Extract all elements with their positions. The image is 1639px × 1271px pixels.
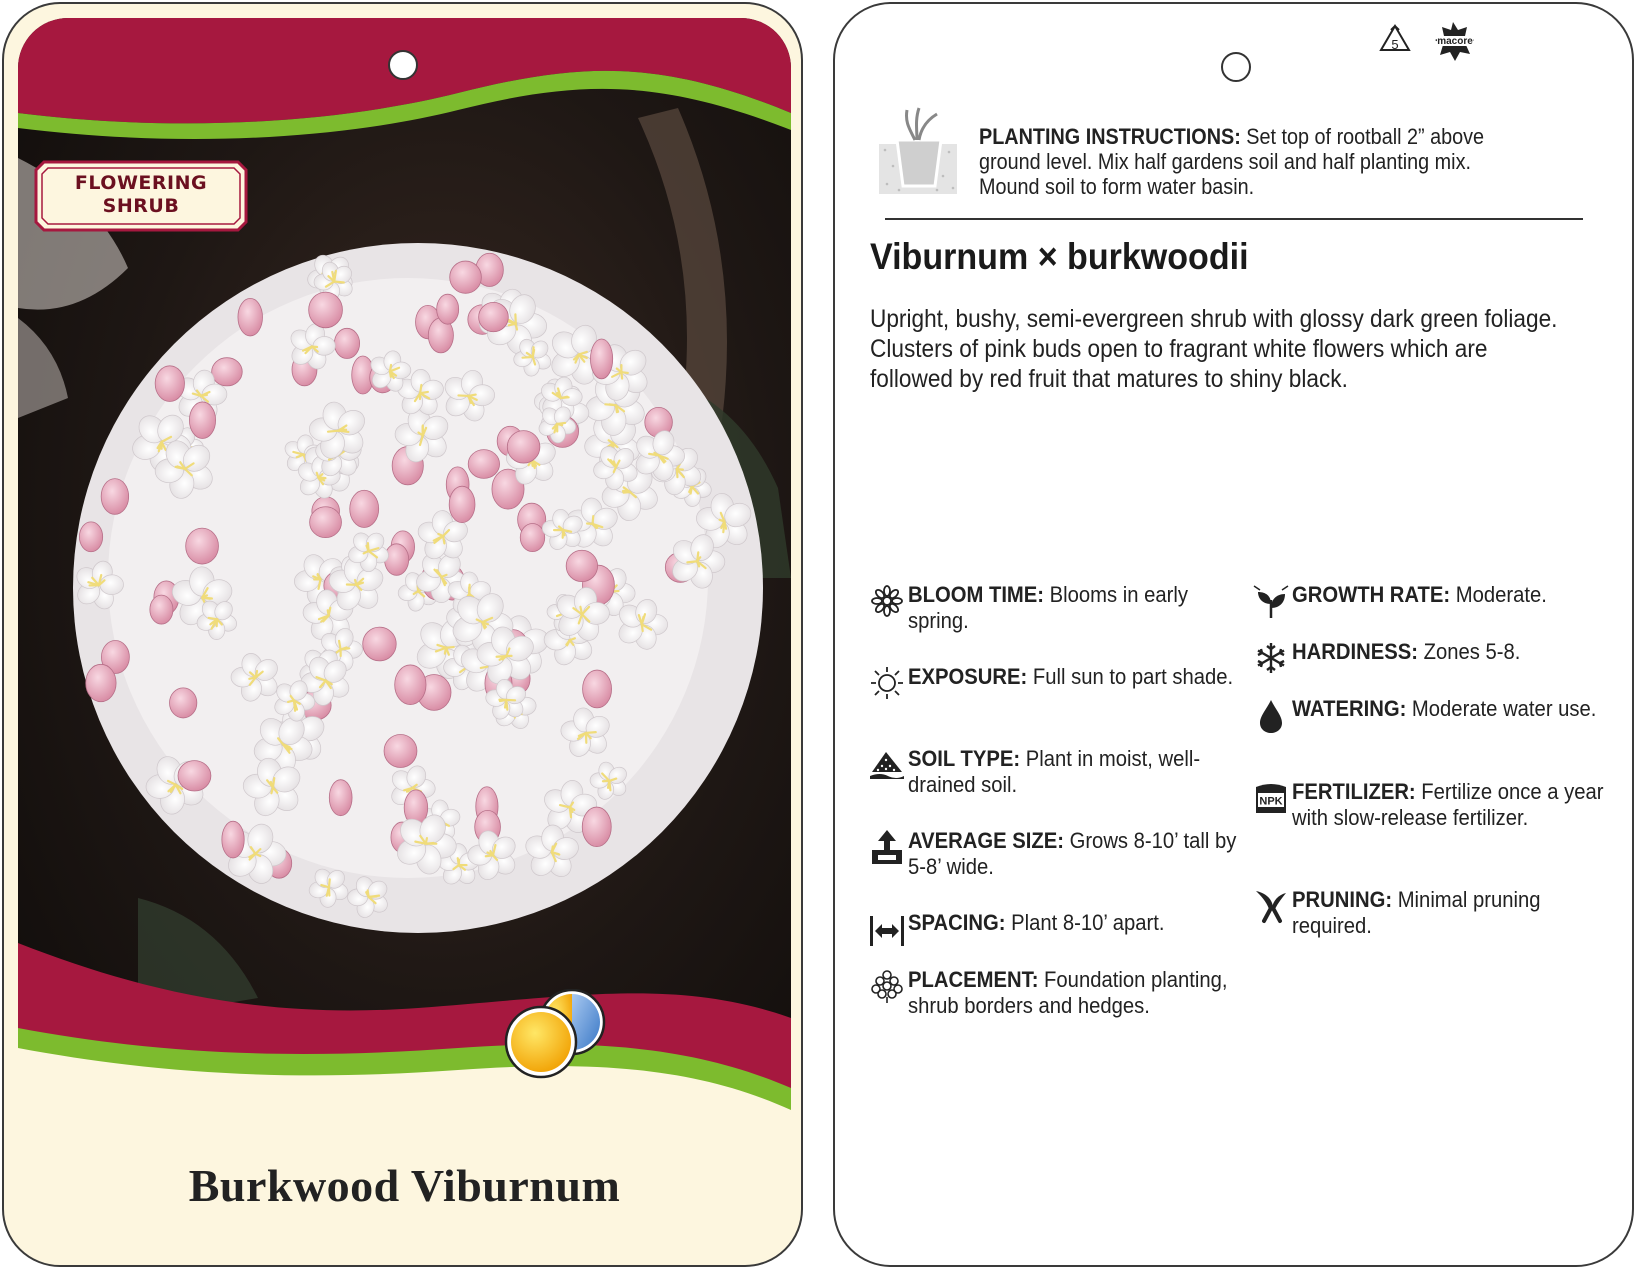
pruning-label: PRUNING: (1292, 887, 1393, 912)
planting-text: Set top of rootball 2” above ground level. Mix half gardens soil and half planting mix. Mound soil to form water basin. (979, 124, 1485, 199)
plant-description: Upright, bushy, semi-evergreen shrub with glossy dark green foliage. Clusters of pink buds open to fragrant white flowers which are followed by red fruit that matures to shiny black. (870, 305, 1558, 393)
flower-icon (868, 582, 906, 620)
section-divider (885, 218, 1583, 220)
fertilizer-label: FERTILIZER: (1292, 779, 1416, 804)
planting-instructions (879, 106, 1599, 206)
brand-name: macore (1437, 36, 1473, 47)
back-tag (833, 2, 1634, 1267)
placement-label: PLACEMENT: (908, 967, 1039, 992)
soil-type-text: Plant in moist, well-drained soil. (908, 746, 1201, 797)
hang-hole (388, 50, 418, 80)
sun-outline-icon (868, 664, 906, 702)
average-size-text: Grows 8-10’ tall by 5-8’ wide. (908, 828, 1237, 879)
recycle-brand-marks (1375, 20, 1485, 66)
soil-type-label: SOIL TYPE: (908, 746, 1021, 771)
growth-rate-label: GROWTH RATE: (1292, 582, 1451, 607)
spacing-label: SPACING: (908, 910, 1006, 935)
category-badge (34, 160, 248, 232)
exposure-text: Full sun to part shade. (1027, 664, 1234, 689)
front-tag (2, 2, 803, 1267)
npk-icon (1252, 779, 1290, 817)
pruners-icon (1252, 887, 1290, 925)
exposure-label: EXPOSURE: (908, 664, 1028, 689)
pruning-text: Minimal pruning required. (1292, 887, 1541, 938)
snowflake-icon (1252, 639, 1290, 677)
macore-logo (1435, 22, 1474, 61)
bloom-time-text: Blooms in early spring. (908, 582, 1189, 633)
shrub-icon (868, 967, 906, 1005)
planting-label: PLANTING INSTRUCTIONS: (979, 124, 1241, 149)
water-drop-icon (1252, 696, 1290, 734)
hang-hole-back (1221, 52, 1251, 82)
height-arrow-icon (868, 828, 906, 866)
spacing-text: Plant 8-10’ apart. (1005, 910, 1165, 935)
placement-text: Foundation planting, shrub borders and hedges. (908, 967, 1228, 1018)
watering-text: Moderate water use. (1406, 696, 1597, 721)
planting-pot-icon (879, 106, 959, 196)
category-line-1: FLOWERING (74, 172, 208, 194)
hardiness-label: HARDINESS: (1292, 639, 1418, 664)
recycle-icon (1381, 26, 1409, 52)
botanical-name: Viburnum × burkwoodii (870, 236, 1249, 277)
growth-rate-text: Moderate. (1450, 582, 1547, 607)
full-sun-icon (506, 1007, 576, 1077)
sprout-icon (1252, 582, 1290, 620)
npk-label: NPK (1259, 795, 1283, 808)
exposure-icons (504, 989, 634, 1079)
recycle-number: 5 (1391, 37, 1399, 52)
common-name: Burkwood Viburnum (188, 1160, 621, 1211)
spacing-arrow-icon (868, 910, 906, 948)
watering-label: WATERING: (1292, 696, 1407, 721)
average-size-label: AVERAGE SIZE: (908, 828, 1064, 853)
soil-icon (868, 746, 906, 784)
hardiness-text: Zones 5-8. (1417, 639, 1521, 664)
category-line-2: SHRUB (102, 195, 180, 217)
fertilizer-text: Fertilize once a year with slow-release fertilizer. (1292, 779, 1604, 830)
bloom-time-label: BLOOM TIME: (908, 582, 1045, 607)
